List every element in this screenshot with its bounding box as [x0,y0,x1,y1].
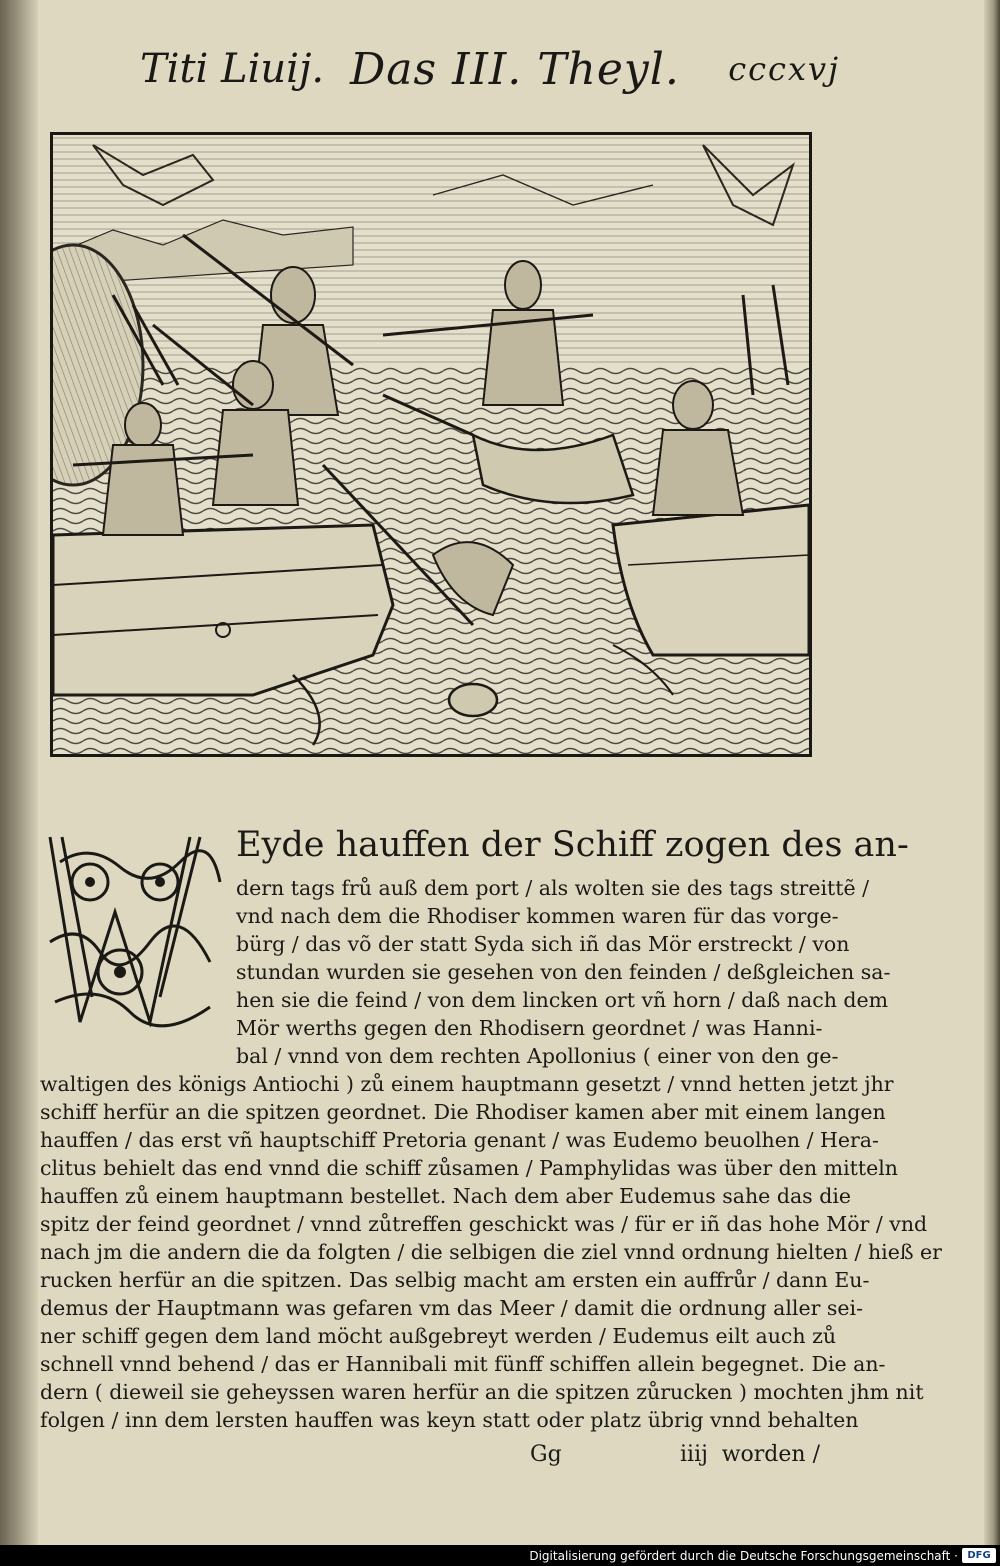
running-head [110,40,840,100]
signature-number: iiij [680,1442,708,1467]
running-head-part: Das III. Theyl. [350,44,680,95]
text-line: spitz der feind geordnet / vnnd zůtreffen geschickt was / für er iñ das hohe Mör / vnd [40,1212,928,1236]
catchword-line [40,1442,830,1472]
page-edge-shadow [984,0,1000,1545]
text-line: waltigen des königs Antiochi ) zů einem hauptmann gesetzt / vnnd hetten jetzt jhr [40,1072,894,1096]
text-line: folgen / inn dem lersten hauffen was keyn statt oder platz übrig vnnd behalten [40,1408,859,1432]
text-line-first: Eyde hauffen der Schiff zogen des an- [236,825,909,865]
text-line: bürg / das võ der statt Syda sich iñ das Mör erstreckt / von [236,932,850,956]
funding-credit: Digitalisierung gefördert durch die Deutsche Forschungsgemeinschaft · [529,1549,958,1563]
text-line: hauffen / das erst vñ hauptschiff Pretoria genant / was Eudemo beuolhen / Hera- [40,1128,879,1152]
text-line: bal / vnnd von dem rechten Apollonius ( einer von den ge- [236,1044,839,1068]
naval-battle-woodcut [53,135,809,754]
text-line: clitus behielt das end vnnd die schiff zůsamen / Pamphylidas was über den mitteln [40,1156,898,1180]
woodcut-illustration [50,132,812,757]
text-line: vnd nach dem die Rhodiser kommen waren für das vorge- [236,904,839,928]
text-line: stundan wurden sie gesehen von den feinden / deßgleichen sa- [236,960,891,984]
text-line: dern tags frů auß dem port / als wolten sie des tags streittẽ / [236,876,870,900]
text-line: schnell vnnd behend / das er Hannibali mit fünff schiffen allein begegnet. Die an- [40,1352,886,1376]
signature-mark: Gg [530,1442,562,1467]
text-line: schiff herfür an die spitzen geordnet. Die Rhodiser kamen aber mit einem langen [40,1100,886,1124]
text-line: hauffen zů einem hauptmann bestellet. Nach dem aber Eudemus sahe das die [40,1184,852,1208]
text-line: Mör werths gegen den Rhodisern geordnet / was Hanni- [236,1016,823,1040]
catchword: worden / [721,1442,820,1467]
book-spine-shadow [0,0,38,1545]
ornamental-initial-w [40,822,230,1044]
text-line: rucken herfür an die spitzen. Das selbig macht am ersten ein auffrůr / dann Eu- [40,1268,870,1292]
text-line: hen sie die feind / von dem lincken ort vñ horn / daß nach dem [236,988,889,1012]
dfg-logo: DFG [962,1548,996,1563]
text-line: nach jm die andern die da folgten / die selbigen die ziel vnnd ordnung hielten / hieß er [40,1240,942,1264]
text-line: demus der Hauptmann was gefaren vm das Meer / damit die ordnung aller sei- [40,1296,864,1320]
text-line: dern ( dieweil sie geheyssen waren herfür an die spitzen zůrucken ) mochten jhm nit [40,1380,924,1404]
running-head-title: Titi Liuij. [140,46,325,92]
text-line: ner schiff gegen dem land möcht außgebreyt werden / Eudemus eilt auch zů [40,1324,837,1348]
folio-number: cccxvj [728,50,840,88]
digitization-footer [0,1545,1000,1566]
